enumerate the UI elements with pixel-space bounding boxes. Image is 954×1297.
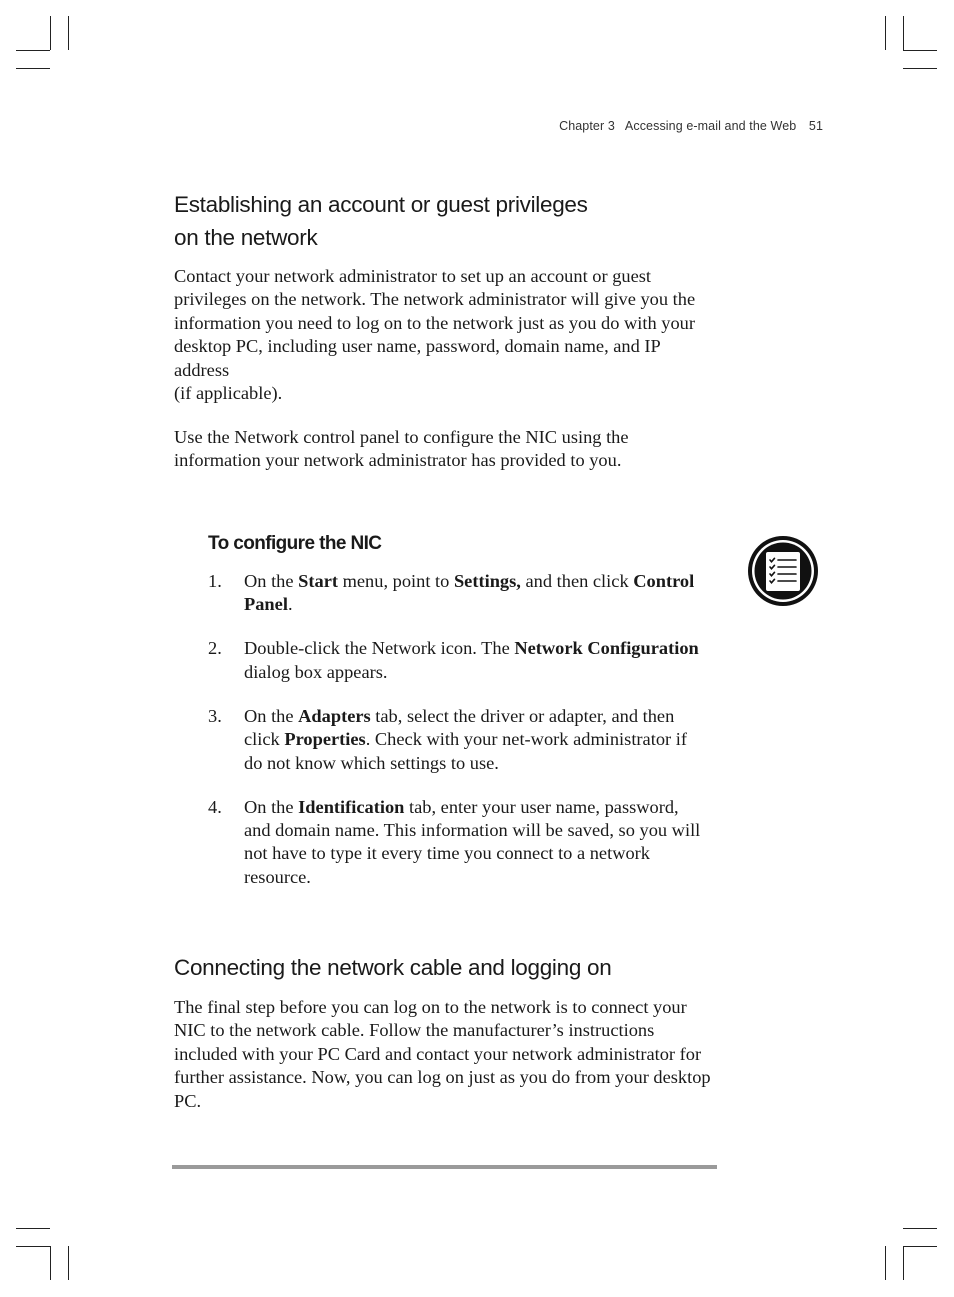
paragraph-text: Contact your network administrator to set up an account or guest privileges on the network. The network administrator will give you the information you need to log on to the network just as you do with your desktop PC, including user name, password, domain name, and IP address bbox=[174, 266, 696, 380]
heading-line: Establishing an account or guest privileges bbox=[174, 192, 588, 217]
step-item bbox=[208, 705, 708, 775]
step-text: On the Identification tab, enter your user name, password, and domain name. This information will be saved, so you will not have to type it every time you connect to a network resource. bbox=[244, 796, 701, 887]
crop-mark bbox=[50, 1246, 51, 1280]
paragraph-network-control-panel: Use the Network control panel to configure the NIC using the information your network administrator has provided to you. bbox=[174, 427, 629, 471]
ui-term: Settings, bbox=[453, 571, 521, 591]
crop-mark bbox=[903, 68, 937, 69]
step-number: 1. bbox=[208, 571, 222, 591]
paragraph-contact-admin bbox=[174, 265, 719, 405]
section-heading-connecting: Connecting the network cable and logging on bbox=[174, 955, 612, 980]
section-heading-account bbox=[174, 188, 644, 254]
paragraph-final-step: The final step before you can log on to the network is to connect your NIC to the network cable. Follow the manufacturer’s instructions included with your PC Card and contact your network administrator for further assistance. Now, you can log on just as you do from your desktop PC. bbox=[174, 997, 711, 1111]
crop-mark bbox=[16, 68, 50, 69]
crop-mark bbox=[16, 50, 50, 51]
step-number: 3. bbox=[208, 705, 222, 726]
crop-mark bbox=[903, 1228, 937, 1229]
crop-mark bbox=[903, 1246, 937, 1247]
crop-mark bbox=[885, 16, 886, 50]
ui-term: Properties bbox=[284, 729, 366, 750]
heading-line: on the network bbox=[174, 225, 318, 250]
crop-mark bbox=[903, 16, 904, 50]
crop-mark bbox=[885, 1246, 886, 1280]
crop-mark bbox=[68, 16, 69, 50]
running-head bbox=[559, 119, 823, 133]
chapter-label: Chapter 3 bbox=[559, 119, 615, 133]
step-item bbox=[208, 637, 708, 684]
chapter-title: Accessing e-mail and the Web bbox=[624, 119, 797, 133]
crop-mark bbox=[68, 1246, 69, 1280]
ui-term: Network Configuration bbox=[514, 638, 699, 659]
crop-mark bbox=[16, 1228, 50, 1229]
crop-mark bbox=[903, 50, 937, 51]
page-number: 51 bbox=[808, 119, 823, 133]
checklist-icon bbox=[745, 533, 821, 609]
ui-term: Control Panel bbox=[244, 571, 695, 615]
ui-term: Start bbox=[298, 571, 338, 591]
step-number: 2. bbox=[208, 638, 222, 659]
step-number: 4. bbox=[208, 796, 222, 817]
procedure-title: To configure the NIC bbox=[208, 533, 382, 554]
step-text: On the Start menu, point to Settings, and then click Control Panel. bbox=[244, 571, 695, 615]
step-text: Double-click the Network icon. The Network Configuration dialog box appears. bbox=[244, 638, 699, 682]
ui-term: Identification bbox=[298, 796, 405, 817]
step-item bbox=[208, 796, 708, 890]
paragraph-text: (if applicable). bbox=[174, 383, 283, 404]
crop-mark bbox=[16, 1246, 50, 1247]
footer-rule bbox=[172, 1165, 717, 1169]
crop-mark bbox=[50, 16, 51, 50]
crop-mark bbox=[903, 1246, 904, 1280]
step-text: On the Adapters tab, select the driver or adapter, and then click Properties. Check with your net-work administrator if do not know which settings to use. bbox=[244, 705, 687, 773]
ui-term: Adapters bbox=[298, 705, 371, 726]
step-item bbox=[208, 570, 708, 617]
procedure-steps bbox=[208, 570, 708, 910]
